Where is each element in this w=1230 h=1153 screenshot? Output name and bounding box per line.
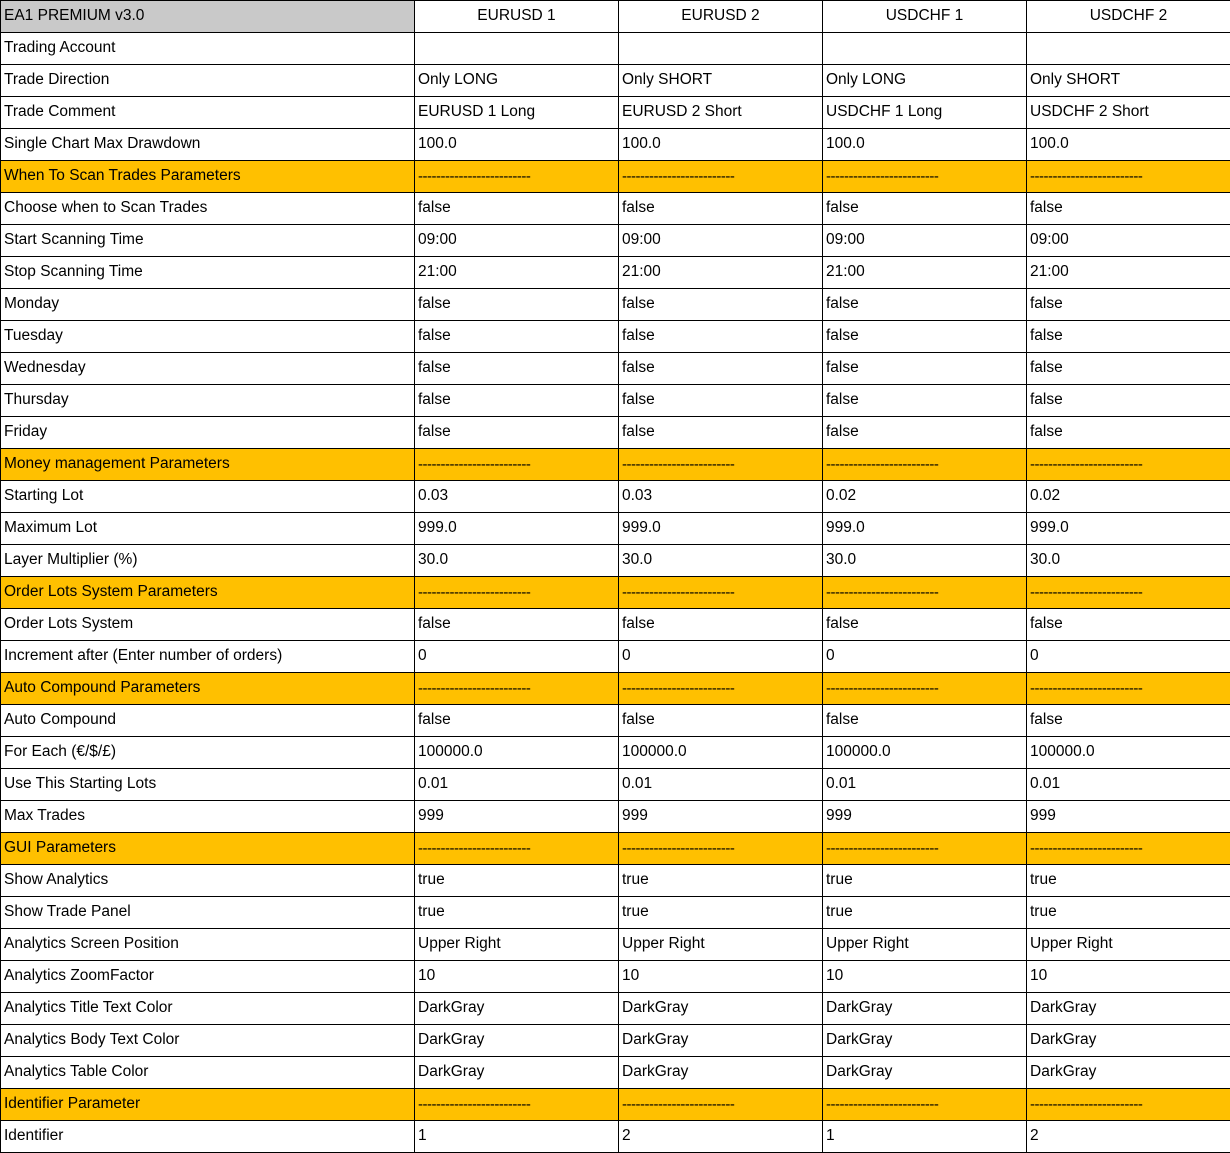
parameter-row xyxy=(1,97,1230,129)
parameter-value: false xyxy=(823,417,1027,449)
section-separator: ------------------------- xyxy=(823,449,1027,481)
parameter-value: 100.0 xyxy=(415,129,619,161)
parameter-label: Identifier xyxy=(1,1121,415,1153)
parameter-value: true xyxy=(823,897,1027,929)
parameter-value: 999.0 xyxy=(823,513,1027,545)
parameter-row xyxy=(1,257,1230,289)
parameter-value: 0.02 xyxy=(823,481,1027,513)
parameter-label: For Each (€/$/£) xyxy=(1,737,415,769)
parameter-value: EURUSD 1 Long xyxy=(415,97,619,129)
parameter-label: Single Chart Max Drawdown xyxy=(1,129,415,161)
section-label: Money management Parameters xyxy=(1,449,415,481)
section-separator: ------------------------- xyxy=(1027,577,1230,609)
parameter-label: Choose when to Scan Trades xyxy=(1,193,415,225)
section-label: Auto Compound Parameters xyxy=(1,673,415,705)
parameter-value: DarkGray xyxy=(823,1025,1027,1057)
parameter-label: Starting Lot xyxy=(1,481,415,513)
parameter-value: false xyxy=(823,353,1027,385)
parameter-value: 1 xyxy=(415,1121,619,1153)
parameter-value: 0 xyxy=(1027,641,1230,673)
section-row xyxy=(1,1089,1230,1121)
parameter-value: 0 xyxy=(823,641,1027,673)
parameter-value: false xyxy=(619,609,823,641)
section-separator: ------------------------- xyxy=(619,1089,823,1121)
section-separator: ------------------------- xyxy=(619,673,823,705)
parameter-value: 999.0 xyxy=(415,513,619,545)
section-label: When To Scan Trades Parameters xyxy=(1,161,415,193)
parameter-value: 09:00 xyxy=(823,225,1027,257)
section-row xyxy=(1,833,1230,865)
parameter-value xyxy=(823,33,1027,65)
section-separator: ------------------------- xyxy=(823,577,1027,609)
parameter-row xyxy=(1,705,1230,737)
parameter-value: true xyxy=(415,865,619,897)
parameter-value: Upper Right xyxy=(1027,929,1230,961)
parameter-row xyxy=(1,929,1230,961)
parameter-value: 09:00 xyxy=(1027,225,1230,257)
parameter-row xyxy=(1,641,1230,673)
parameter-label: Friday xyxy=(1,417,415,449)
parameter-value: DarkGray xyxy=(415,1057,619,1089)
parameter-row xyxy=(1,737,1230,769)
parameter-value: USDCHF 1 Long xyxy=(823,97,1027,129)
parameter-value: false xyxy=(415,609,619,641)
section-separator: ------------------------- xyxy=(415,833,619,865)
section-label: Identifier Parameter xyxy=(1,1089,415,1121)
parameter-value: false xyxy=(1027,353,1230,385)
parameter-label: Maximum Lot xyxy=(1,513,415,545)
column-header-4: USDCHF 2 xyxy=(1027,1,1230,33)
parameter-row xyxy=(1,513,1230,545)
parameter-row xyxy=(1,289,1230,321)
parameter-label: Thursday xyxy=(1,385,415,417)
parameter-value: DarkGray xyxy=(619,1057,823,1089)
parameter-value: DarkGray xyxy=(619,993,823,1025)
parameter-label: Show Trade Panel xyxy=(1,897,415,929)
parameter-value: Only SHORT xyxy=(1027,65,1230,97)
parameter-label: Analytics Title Text Color xyxy=(1,993,415,1025)
section-separator: ------------------------- xyxy=(823,673,1027,705)
parameter-value: 0.01 xyxy=(823,769,1027,801)
parameter-value: 09:00 xyxy=(619,225,823,257)
parameter-value: DarkGray xyxy=(619,1025,823,1057)
parameter-value: 0 xyxy=(619,641,823,673)
section-separator: ------------------------- xyxy=(1027,833,1230,865)
parameter-value: false xyxy=(415,193,619,225)
parameter-value: false xyxy=(415,321,619,353)
parameter-value: false xyxy=(619,289,823,321)
section-separator: ------------------------- xyxy=(415,161,619,193)
parameter-value: false xyxy=(619,353,823,385)
parameter-value: 100.0 xyxy=(1027,129,1230,161)
parameter-value: false xyxy=(619,385,823,417)
parameter-value: false xyxy=(1027,705,1230,737)
parameter-row xyxy=(1,481,1230,513)
parameter-label: Analytics ZoomFactor xyxy=(1,961,415,993)
section-separator: ------------------------- xyxy=(823,833,1027,865)
parameter-value: false xyxy=(415,385,619,417)
parameter-value: 2 xyxy=(1027,1121,1230,1153)
parameter-value: 0.01 xyxy=(415,769,619,801)
section-label: GUI Parameters xyxy=(1,833,415,865)
parameter-label: Monday xyxy=(1,289,415,321)
parameter-value: Upper Right xyxy=(823,929,1027,961)
parameter-row xyxy=(1,609,1230,641)
parameter-row xyxy=(1,1121,1230,1153)
parameter-value xyxy=(619,33,823,65)
parameter-value: 100000.0 xyxy=(1027,737,1230,769)
section-separator: ------------------------- xyxy=(619,833,823,865)
parameter-value: 21:00 xyxy=(823,257,1027,289)
parameter-value: 999 xyxy=(1027,801,1230,833)
section-separator: ------------------------- xyxy=(619,449,823,481)
parameter-value: EURUSD 2 Short xyxy=(619,97,823,129)
parameter-label: Increment after (Enter number of orders) xyxy=(1,641,415,673)
parameter-value: 0.01 xyxy=(619,769,823,801)
column-header-2: EURUSD 2 xyxy=(619,1,823,33)
parameter-value: 10 xyxy=(1027,961,1230,993)
parameter-value: false xyxy=(823,289,1027,321)
parameter-row xyxy=(1,801,1230,833)
section-row xyxy=(1,449,1230,481)
parameter-value: 100000.0 xyxy=(823,737,1027,769)
parameter-value: false xyxy=(619,417,823,449)
parameter-value: 999.0 xyxy=(1027,513,1230,545)
section-separator: ------------------------- xyxy=(415,673,619,705)
parameter-value xyxy=(1027,33,1230,65)
parameter-value: 21:00 xyxy=(619,257,823,289)
parameter-value: 30.0 xyxy=(823,545,1027,577)
parameter-value: false xyxy=(823,705,1027,737)
parameter-value: 100.0 xyxy=(619,129,823,161)
parameter-value: false xyxy=(823,385,1027,417)
parameter-value: DarkGray xyxy=(1027,993,1230,1025)
section-separator: ------------------------- xyxy=(1027,449,1230,481)
parameter-label: Show Analytics xyxy=(1,865,415,897)
parameter-row xyxy=(1,993,1230,1025)
parameter-row xyxy=(1,865,1230,897)
parameter-value: true xyxy=(1027,865,1230,897)
parameter-value: DarkGray xyxy=(415,1025,619,1057)
section-separator: ------------------------- xyxy=(619,161,823,193)
section-separator: ------------------------- xyxy=(1027,1089,1230,1121)
section-separator: ------------------------- xyxy=(415,1089,619,1121)
parameter-row xyxy=(1,897,1230,929)
section-separator: ------------------------- xyxy=(415,577,619,609)
parameter-label: Trading Account xyxy=(1,33,415,65)
parameter-value: false xyxy=(1027,193,1230,225)
parameter-row xyxy=(1,225,1230,257)
parameter-row xyxy=(1,321,1230,353)
parameter-value: Only LONG xyxy=(415,65,619,97)
parameter-row xyxy=(1,769,1230,801)
parameter-value: false xyxy=(1027,385,1230,417)
column-header-1: EURUSD 1 xyxy=(415,1,619,33)
column-header-3: USDCHF 1 xyxy=(823,1,1027,33)
parameter-value: true xyxy=(619,897,823,929)
parameter-value: true xyxy=(619,865,823,897)
parameter-value: 2 xyxy=(619,1121,823,1153)
parameter-value: false xyxy=(619,193,823,225)
parameter-value: false xyxy=(415,417,619,449)
parameter-value: false xyxy=(1027,289,1230,321)
parameter-value: DarkGray xyxy=(1027,1025,1230,1057)
parameter-row xyxy=(1,193,1230,225)
parameter-value: 999 xyxy=(619,801,823,833)
parameter-value: 999 xyxy=(415,801,619,833)
parameter-row xyxy=(1,1025,1230,1057)
parameter-label: Stop Scanning Time xyxy=(1,257,415,289)
parameter-value: 30.0 xyxy=(1027,545,1230,577)
section-separator: ------------------------- xyxy=(1027,673,1230,705)
parameter-value: 999.0 xyxy=(619,513,823,545)
section-separator: ------------------------- xyxy=(823,1089,1027,1121)
parameter-row xyxy=(1,417,1230,449)
section-row xyxy=(1,161,1230,193)
parameter-value: DarkGray xyxy=(415,993,619,1025)
parameter-label: Analytics Table Color xyxy=(1,1057,415,1089)
parameter-value: DarkGray xyxy=(1027,1057,1230,1089)
parameter-value: 10 xyxy=(415,961,619,993)
parameter-row xyxy=(1,961,1230,993)
parameter-row xyxy=(1,545,1230,577)
table-header-row xyxy=(1,1,1230,33)
parameter-label: Wednesday xyxy=(1,353,415,385)
parameter-label: Use This Starting Lots xyxy=(1,769,415,801)
parameter-value: false xyxy=(415,353,619,385)
parameter-value: false xyxy=(415,289,619,321)
parameter-value: 0.03 xyxy=(415,481,619,513)
parameter-value: Only SHORT xyxy=(619,65,823,97)
section-separator: ------------------------- xyxy=(823,161,1027,193)
section-label: Order Lots System Parameters xyxy=(1,577,415,609)
parameter-value: 100000.0 xyxy=(619,737,823,769)
parameter-value: 10 xyxy=(823,961,1027,993)
parameter-label: Max Trades xyxy=(1,801,415,833)
parameter-value: 21:00 xyxy=(415,257,619,289)
parameter-value: 10 xyxy=(619,961,823,993)
parameter-value: Upper Right xyxy=(619,929,823,961)
parameter-value: false xyxy=(1027,321,1230,353)
parameter-value: DarkGray xyxy=(823,993,1027,1025)
parameter-value: 999 xyxy=(823,801,1027,833)
parameter-value: 0 xyxy=(415,641,619,673)
parameter-label: Trade Comment xyxy=(1,97,415,129)
section-row xyxy=(1,673,1230,705)
parameter-value: false xyxy=(823,321,1027,353)
parameter-label: Start Scanning Time xyxy=(1,225,415,257)
parameter-value: 21:00 xyxy=(1027,257,1230,289)
parameter-value: false xyxy=(1027,417,1230,449)
parameter-value: USDCHF 2 Short xyxy=(1027,97,1230,129)
parameter-value: 100.0 xyxy=(823,129,1027,161)
parameter-value: 0.02 xyxy=(1027,481,1230,513)
parameter-value: false xyxy=(619,705,823,737)
parameter-value: false xyxy=(619,321,823,353)
parameter-value xyxy=(415,33,619,65)
parameter-value: DarkGray xyxy=(823,1057,1027,1089)
parameter-label: Layer Multiplier (%) xyxy=(1,545,415,577)
parameter-row xyxy=(1,129,1230,161)
parameter-row xyxy=(1,33,1230,65)
parameter-value: 09:00 xyxy=(415,225,619,257)
section-separator: ------------------------- xyxy=(1027,161,1230,193)
parameter-value: true xyxy=(415,897,619,929)
parameter-label: Auto Compound xyxy=(1,705,415,737)
parameter-value: 0.03 xyxy=(619,481,823,513)
parameter-row xyxy=(1,385,1230,417)
parameter-value: false xyxy=(823,193,1027,225)
parameter-label: Trade Direction xyxy=(1,65,415,97)
parameter-row xyxy=(1,1057,1230,1089)
parameter-value: Upper Right xyxy=(415,929,619,961)
ea-title-cell: EA1 PREMIUM v3.0 xyxy=(1,1,415,33)
parameter-label: Analytics Screen Position xyxy=(1,929,415,961)
parameter-label: Tuesday xyxy=(1,321,415,353)
parameter-value: false xyxy=(1027,609,1230,641)
parameter-value: false xyxy=(415,705,619,737)
parameter-row xyxy=(1,65,1230,97)
parameter-value: 30.0 xyxy=(415,545,619,577)
section-separator: ------------------------- xyxy=(619,577,823,609)
parameter-row xyxy=(1,353,1230,385)
parameter-value: 30.0 xyxy=(619,545,823,577)
parameter-value: 0.01 xyxy=(1027,769,1230,801)
parameter-value: 100000.0 xyxy=(415,737,619,769)
parameter-value: true xyxy=(1027,897,1230,929)
parameter-label: Order Lots System xyxy=(1,609,415,641)
parameter-value: Only LONG xyxy=(823,65,1027,97)
parameter-value: false xyxy=(823,609,1027,641)
parameter-value: 1 xyxy=(823,1121,1027,1153)
parameter-label: Analytics Body Text Color xyxy=(1,1025,415,1057)
parameter-value: true xyxy=(823,865,1027,897)
section-separator: ------------------------- xyxy=(415,449,619,481)
section-row xyxy=(1,577,1230,609)
